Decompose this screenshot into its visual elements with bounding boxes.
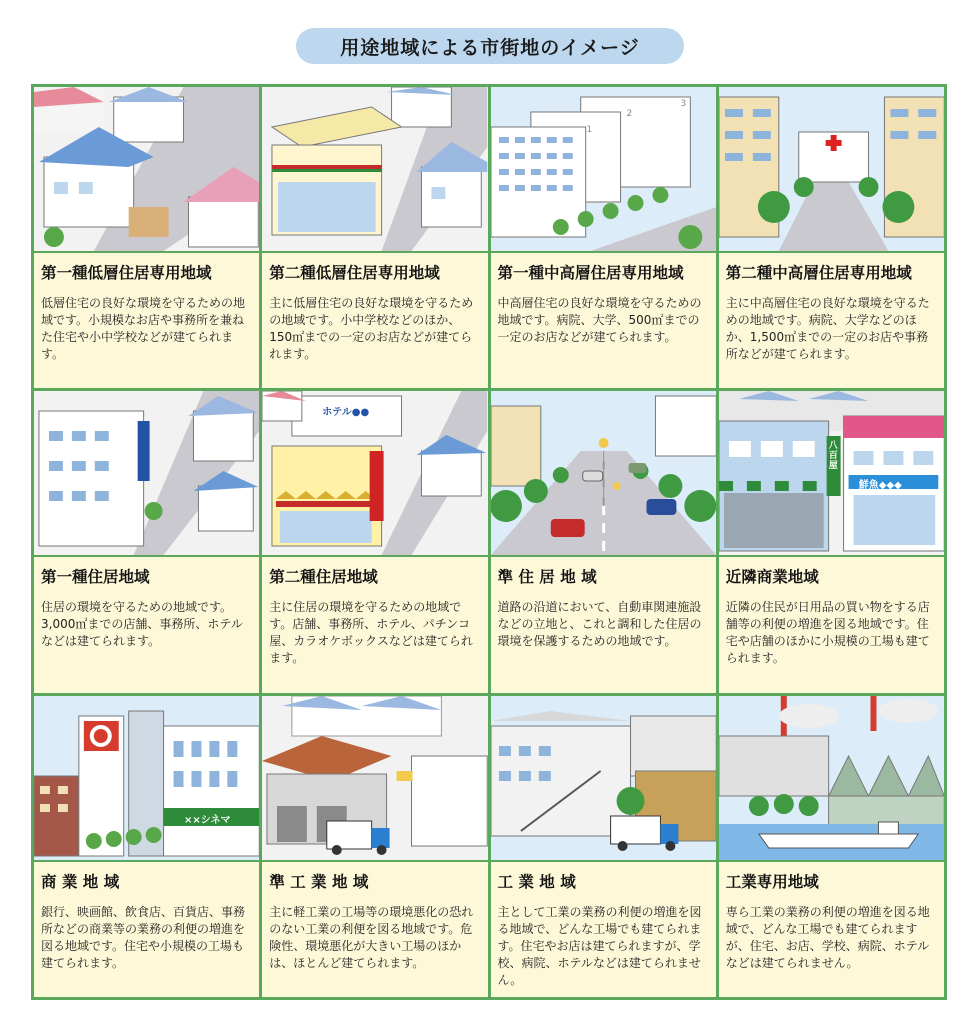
zone-description: 主として工業の業務の利便の増進を図る地域で、どんな工場でも建てられます。住宅やお店は建てられますが、学校、病院、ホテルなどは建てられません。	[497, 904, 702, 987]
zone-description: 主に軽工業の工場等の環境悪化の恐れのない工業の利便を図る地域です。危険性、環境悪化が大きい工場のほかは、ほとんど建てられます。	[269, 904, 474, 970]
zone-description: 銀行、映画館、飲食店、百貨店、事務所などの商業等の業務の利便の増進を図る地域です。住宅や小規模の工場も建てられます。	[41, 904, 246, 970]
zone-card	[262, 87, 487, 388]
arterial-road-illustration	[491, 391, 716, 557]
building-number-label: 1	[586, 125, 593, 135]
zone-card	[719, 391, 944, 692]
apartment-blocks-illustration	[491, 87, 716, 253]
zone-description: 道路の沿道において、自動車関連施設などの立地と、これと調和した住居の環境を保護するための地域です。	[497, 600, 702, 649]
zone-description: 専ら工業の業務の利便の増進を図る地域で、どんな工場でも建てられますが、住宅、お店、学校、病院、ホテルなどは建てられません。	[725, 904, 930, 970]
zone-name: 第一種中高層住居専用地域	[497, 264, 684, 282]
zone-card	[491, 696, 716, 997]
neighborhood-shops-illustration	[719, 391, 944, 557]
zone-name: 近隣商業地域	[725, 568, 819, 587]
zone-name: 準 住 居 地 域	[497, 568, 597, 587]
hotel-and-houses-illustration	[34, 391, 259, 557]
low-rise-houses-illustration	[34, 87, 259, 253]
zone-description: 中高層住宅の良好な環境を守るための地域です。病院、大学、500㎡までの一定のお店などが建てられます。	[497, 296, 702, 344]
zone-description: 主に中高層住宅の良好な環境を守るための地域です。病院、大学などのほか、1,500㎡までの一定のお店や事務所などが建てられます。	[725, 296, 930, 361]
zone-description: 住居の環境を守るための地域です。3,000㎡までの店舗、事務所、ホテルなどは建てられます。	[41, 600, 243, 649]
zone-description: 主に低層住宅の良好な環境を守るための地域です。小中学校などのほか、150㎡までの一定のお店などが建てられます。	[269, 296, 474, 361]
zone-card	[262, 696, 487, 997]
fish-shop-sign: 鮮魚◆◆◆	[858, 480, 902, 492]
light-industry-illustration	[262, 696, 487, 862]
zone-name: 工 業 地 域	[497, 872, 576, 891]
zone-name: 第二種住居地域	[269, 568, 378, 587]
commercial-district-illustration	[34, 696, 259, 862]
zone-card	[262, 391, 487, 692]
zone-card	[34, 87, 259, 388]
zone-description: 近隣の住民が日用品の買い物をする店舗等の利便の増進を図る地域です。住宅や店舗のほかに小規模の工場も建てられます。	[725, 600, 930, 666]
building-number-label: 2	[626, 109, 633, 119]
zone-name: 工業専用地域	[725, 872, 819, 891]
zone-name: 第一種低層住居専用地域	[41, 264, 212, 282]
zone-description: 低層住宅の良好な環境を守るための地域です。小規模なお店や事務所を兼ねた住宅や小中学校などが建てられます。	[41, 296, 246, 361]
hotel-sign: ホテル●●	[322, 407, 370, 419]
hospital-and-apartments-illustration	[719, 87, 944, 253]
zone-grid	[31, 84, 947, 1000]
zone-name: 準 工 業 地 域	[269, 872, 369, 891]
building-number-label: 3	[680, 99, 687, 109]
greengrocer-sign: 八百屋	[828, 441, 838, 472]
page-title: 用途地域による市街地のイメージ	[296, 28, 684, 64]
zone-card	[719, 696, 944, 997]
pachinko-and-hotel-illustration	[262, 391, 487, 557]
industrial-factory-illustration	[491, 696, 716, 862]
zone-name: 第二種中高層住居専用地域	[725, 264, 912, 282]
zone-name: 第一種住居地域	[41, 568, 150, 587]
exclusive-industrial-port-illustration	[719, 696, 944, 862]
zone-card	[719, 87, 944, 388]
zone-name: 第二種低層住居専用地域	[269, 264, 440, 282]
zone-card	[491, 87, 716, 388]
zone-description: 主に住居の環境を守るための地域です。店舗、事務所、ホテル、パチンコ屋、カラオケボックスなどは建てられます。	[269, 600, 473, 666]
zone-card	[491, 391, 716, 692]
cinema-sign: ××シネマ	[184, 814, 231, 826]
zone-card	[34, 391, 259, 692]
convenience-store-illustration	[262, 87, 487, 253]
zone-name: 商 業 地 域	[41, 872, 120, 891]
zone-card	[34, 696, 259, 997]
